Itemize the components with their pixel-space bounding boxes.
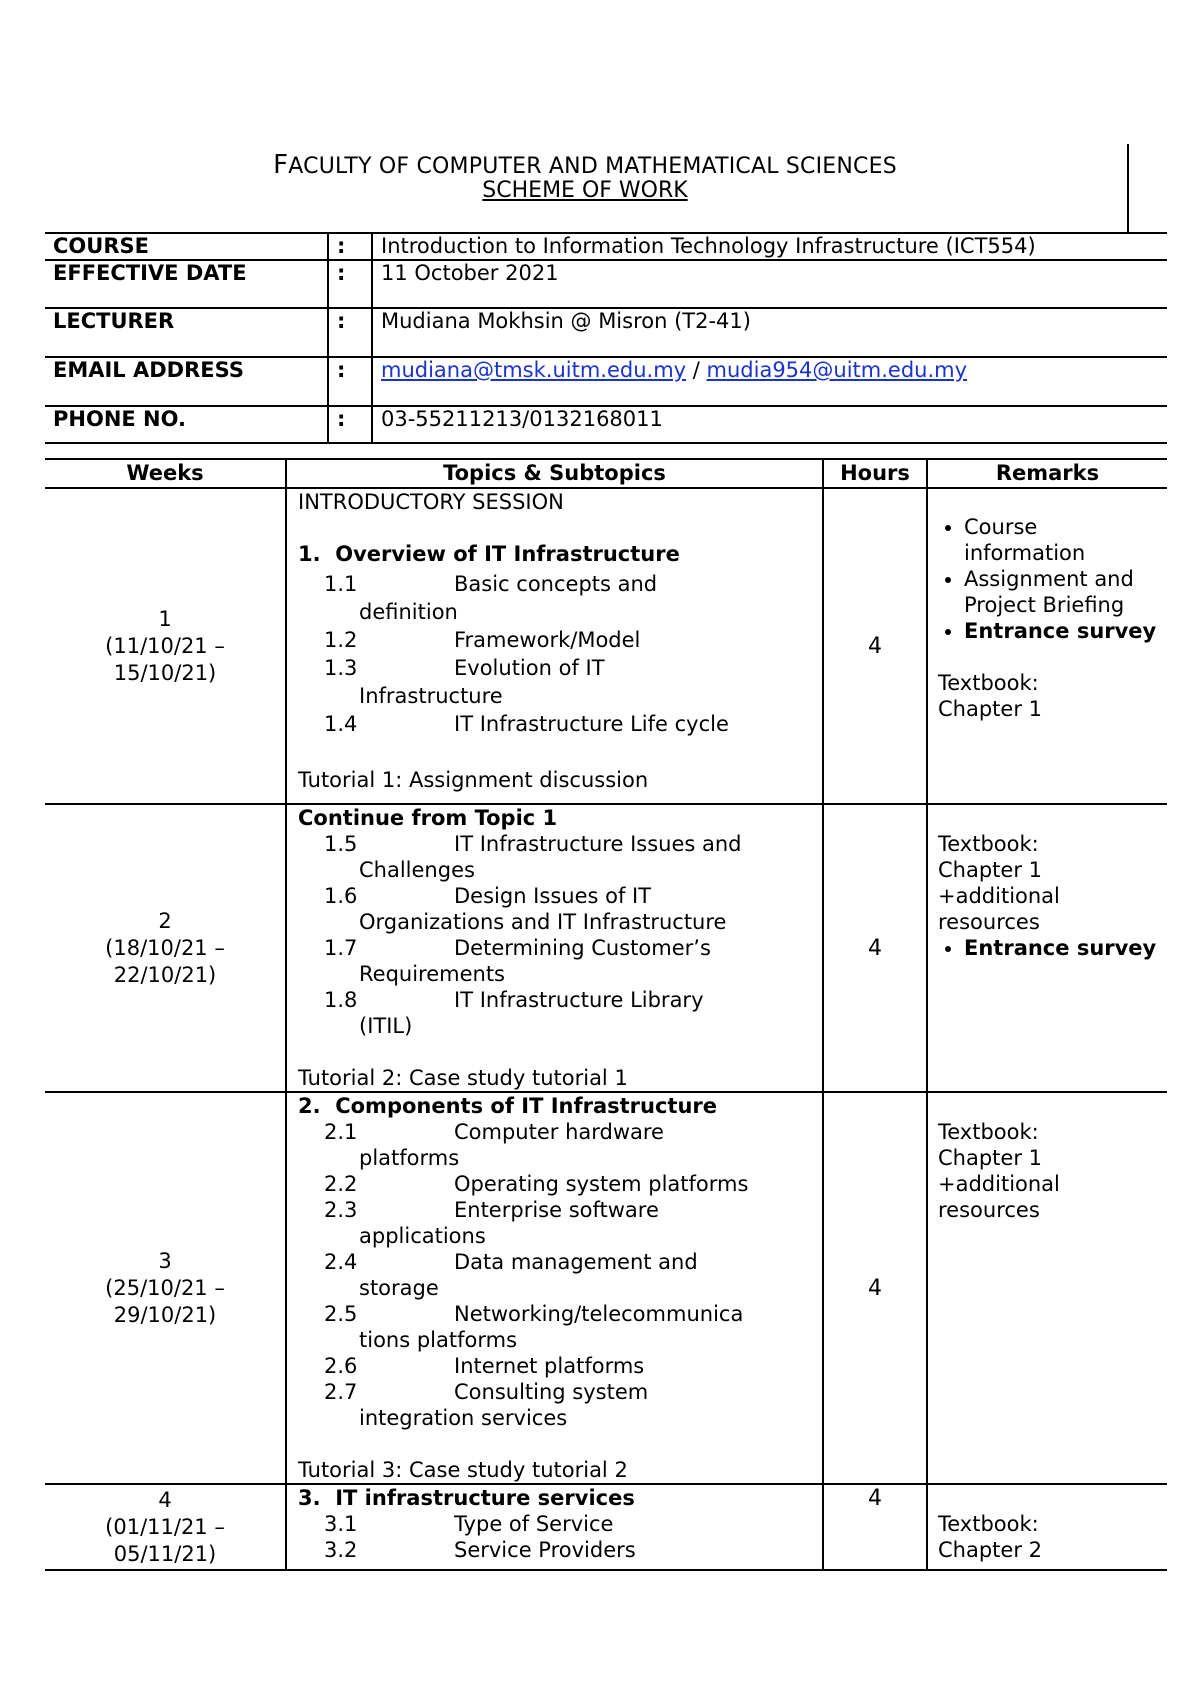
faculty-initial: F — [273, 150, 289, 180]
email-link-1[interactable]: mudiana@tmsk.uitm.edu.my — [381, 358, 687, 382]
info-row-course — [45, 233, 1167, 260]
info-row-email — [45, 357, 1167, 406]
subtopic-text: Networking/telecommunica — [454, 1302, 744, 1326]
subtopic-number: 2.3 — [324, 1198, 358, 1222]
week-range-end: 15/10/21) — [113, 660, 217, 685]
schedule-header-row — [45, 459, 1167, 488]
subtopic-number: 3.1 — [324, 1512, 358, 1536]
subtopic-text: Computer hardware — [454, 1120, 664, 1144]
info-row-lecturer — [45, 308, 1167, 357]
colon: : — [328, 357, 372, 406]
tutorial-line: Tutorial 3: Case study tutorial 2 — [298, 1458, 628, 1482]
subtopic — [298, 653, 814, 681]
topics-cell — [286, 1092, 823, 1484]
week-cell — [45, 1092, 286, 1484]
textbook-chapter: Chapter 1 — [938, 858, 1042, 882]
week-range-start: (01/11/21 – — [105, 1514, 225, 1539]
subtopic — [298, 935, 814, 961]
additional-line-2: resources — [938, 910, 1040, 934]
phone-value: 03-55211213/0132168011 — [381, 407, 663, 431]
topic-title: Components of IT Infrastructure — [335, 1094, 718, 1118]
topics-cell — [286, 488, 823, 804]
tutorial-line: Tutorial 1: Assignment discussion — [298, 768, 649, 792]
hours-cell: 4 — [823, 804, 927, 1092]
lecturer-label: LECTURER — [53, 309, 175, 333]
subtopic — [298, 1197, 814, 1223]
list-item: • Entrance survey — [964, 935, 1159, 961]
subtopic — [298, 709, 814, 737]
colon: : — [328, 233, 372, 260]
effective-date-label: EFFECTIVE DATE — [53, 261, 247, 285]
subtopic-text: IT Infrastructure Life cycle — [454, 712, 729, 736]
week-range-end: 05/11/21) — [113, 1541, 217, 1566]
subtopic — [298, 1301, 814, 1327]
textbook-chapter: Chapter 1 — [938, 697, 1042, 721]
subtopic-number: 2.5 — [324, 1302, 358, 1326]
info-row-phone — [45, 406, 1167, 443]
subtopic-number: 1.8 — [324, 988, 358, 1012]
hours-cell: 4 — [823, 488, 927, 804]
subtopic-continuation: Infrastructure — [359, 684, 503, 708]
session-heading: INTRODUCTORY SESSION — [298, 490, 564, 514]
subtopic-number: 1.7 — [324, 936, 358, 960]
subtopic-text: Service Providers — [454, 1538, 636, 1562]
subtopic — [298, 1249, 814, 1275]
schedule-table — [45, 458, 1167, 1571]
subtopic-text: Enterprise software — [454, 1198, 659, 1222]
header-weeks: Weeks — [45, 459, 286, 488]
subtopic-continuation: applications — [359, 1224, 486, 1248]
list-item: • Course information — [964, 514, 1159, 566]
subtopic-number: 3.2 — [324, 1538, 358, 1562]
week-number: 2 — [158, 908, 172, 933]
subtopic-number: 2.6 — [324, 1354, 358, 1378]
subtopic-number: 2.1 — [324, 1120, 358, 1144]
subtopic-continuation: integration services — [359, 1406, 568, 1430]
header-hours: Hours — [823, 459, 927, 488]
subtopic-text: Consulting system — [454, 1380, 649, 1404]
header-topics: Topics & Subtopics — [286, 459, 823, 488]
faculty-title — [40, 150, 1130, 180]
email-value — [372, 357, 1167, 406]
topic-number: 3. — [298, 1486, 321, 1510]
subtopic-text: Design Issues of IT — [454, 884, 652, 908]
email-label: EMAIL ADDRESS — [53, 358, 244, 382]
additional-line-2: resources — [938, 1198, 1040, 1222]
subtopic-continuation: definition — [359, 600, 458, 624]
textbook-label: Textbook: — [938, 1120, 1039, 1144]
remarks-list — [938, 514, 1159, 644]
subtopic-text: Type of Service — [454, 1512, 614, 1536]
subtopic-text: Internet platforms — [454, 1354, 645, 1378]
subtopic-text: Framework/Model — [454, 628, 641, 652]
subtopic-text: IT Infrastructure Library — [454, 988, 704, 1012]
week-number: 1 — [158, 606, 172, 631]
list-item: • Assignment and Project Briefing — [964, 566, 1159, 618]
list-item: • Entrance survey — [964, 618, 1159, 644]
remarks-cell — [927, 1092, 1167, 1484]
remarks-list — [938, 935, 1159, 961]
subtopic — [298, 1171, 814, 1197]
colon: : — [328, 406, 372, 443]
subtopic-text: Operating system platforms — [454, 1172, 749, 1196]
additional-line-1: +additional — [938, 884, 1060, 908]
topics-cell — [286, 1484, 823, 1570]
subtopic-number: 1.5 — [324, 832, 358, 856]
course-label: COURSE — [53, 234, 149, 258]
colon: : — [328, 308, 372, 357]
topic-heading — [298, 1093, 814, 1119]
table-row — [45, 1092, 1167, 1484]
effective-date-value: 11 October 2021 — [381, 261, 559, 285]
colon: : — [328, 260, 372, 308]
week-cell — [45, 804, 286, 1092]
subtopic-continuation: storage — [359, 1276, 439, 1300]
subtopic — [298, 1379, 814, 1405]
subtopic-continuation: (ITIL) — [359, 1014, 413, 1038]
lecturer-value: Mudiana Mokhsin @ Misron (T2-41) — [381, 309, 751, 333]
additional-line-1: +additional — [938, 1172, 1060, 1196]
subtopic-number: 2.4 — [324, 1250, 358, 1274]
subtopic — [298, 1537, 814, 1563]
table-row — [45, 804, 1167, 1092]
course-info-table — [45, 232, 1167, 444]
textbook-chapter: Chapter 2 — [938, 1538, 1042, 1562]
week-number: 3 — [158, 1248, 172, 1273]
page-title: SCHEME OF WORK — [482, 178, 688, 203]
subtopic-number: 1.1 — [324, 572, 358, 596]
textbook-label: Textbook: — [938, 671, 1039, 695]
subtopic-continuation: tions platforms — [359, 1328, 518, 1352]
subtopic-number: 1.4 — [324, 712, 358, 736]
subtopic-number: 2.7 — [324, 1380, 358, 1404]
week-number: 4 — [158, 1487, 172, 1512]
week-range-start: (11/10/21 – — [105, 633, 225, 658]
header-remarks: Remarks — [927, 459, 1167, 488]
subtopic-continuation: Challenges — [359, 858, 475, 882]
week-cell — [45, 488, 286, 804]
table-row — [45, 1484, 1167, 1570]
subtopic — [298, 831, 814, 857]
textbook-label: Textbook: — [938, 832, 1039, 856]
info-row-date — [45, 260, 1167, 308]
subtopic — [298, 571, 814, 597]
subtopic — [298, 1119, 814, 1145]
subtopic — [298, 625, 814, 653]
subtopic-text: Data management and — [454, 1250, 698, 1274]
tutorial-line: Tutorial 2: Case study tutorial 1 — [298, 1066, 628, 1090]
topic-heading — [298, 541, 814, 567]
topic-title: Overview of IT Infrastructure — [335, 542, 680, 566]
week-range-start: (25/10/21 – — [105, 1275, 225, 1300]
subtopic-continuation: Requirements — [359, 962, 505, 986]
topic-heading: Continue from Topic 1 — [298, 806, 558, 830]
week-cell — [45, 1484, 286, 1570]
textbook-label: Textbook: — [938, 1512, 1039, 1536]
topic-number: 1. — [298, 542, 321, 566]
subtopic-number: 1.6 — [324, 884, 358, 908]
week-range-end: 22/10/21) — [113, 962, 217, 987]
subtopic — [298, 1511, 814, 1537]
faculty-rest: ACULTY OF COMPUTER AND MATHEMATICAL SCIENCES — [288, 154, 897, 179]
subtopic-text: Determining Customer’s — [454, 936, 711, 960]
subtopic-continuation: Organizations and IT Infrastructure — [359, 910, 727, 934]
phone-label: PHONE NO. — [53, 407, 186, 431]
subtopic-number: 1.2 — [324, 628, 358, 652]
remarks-cell — [927, 804, 1167, 1092]
remarks-cell — [927, 1484, 1167, 1570]
subtopic-continuation: platforms — [359, 1146, 460, 1170]
topic-heading — [298, 1485, 814, 1511]
hours-cell: 4 — [823, 1484, 927, 1570]
subtopic-text: IT Infrastructure Issues and — [454, 832, 742, 856]
subtopic-text: Evolution of IT — [454, 656, 605, 680]
hours-cell: 4 — [823, 1092, 927, 1484]
remarks-cell — [927, 488, 1167, 804]
subtopic-number: 2.2 — [324, 1172, 358, 1196]
table-row — [45, 488, 1167, 804]
topic-number: 2. — [298, 1094, 321, 1118]
week-range-start: (18/10/21 – — [105, 935, 225, 960]
subtopic — [298, 1353, 814, 1379]
subtopic — [298, 883, 814, 909]
week-range-end: 29/10/21) — [113, 1302, 217, 1327]
email-link-2[interactable]: mudia954@uitm.edu.my — [706, 358, 968, 382]
email-separator: / — [686, 358, 707, 382]
topics-cell — [286, 804, 823, 1092]
subtopic-text: Basic concepts and — [454, 572, 658, 596]
topic-title: IT infrastructure services — [335, 1486, 635, 1510]
textbook-chapter: Chapter 1 — [938, 1146, 1042, 1170]
subtopic-number: 1.3 — [324, 656, 358, 680]
subtopic — [298, 987, 814, 1013]
course-value: Introduction to Information Technology Infrastructure (ICT554) — [381, 234, 1036, 258]
